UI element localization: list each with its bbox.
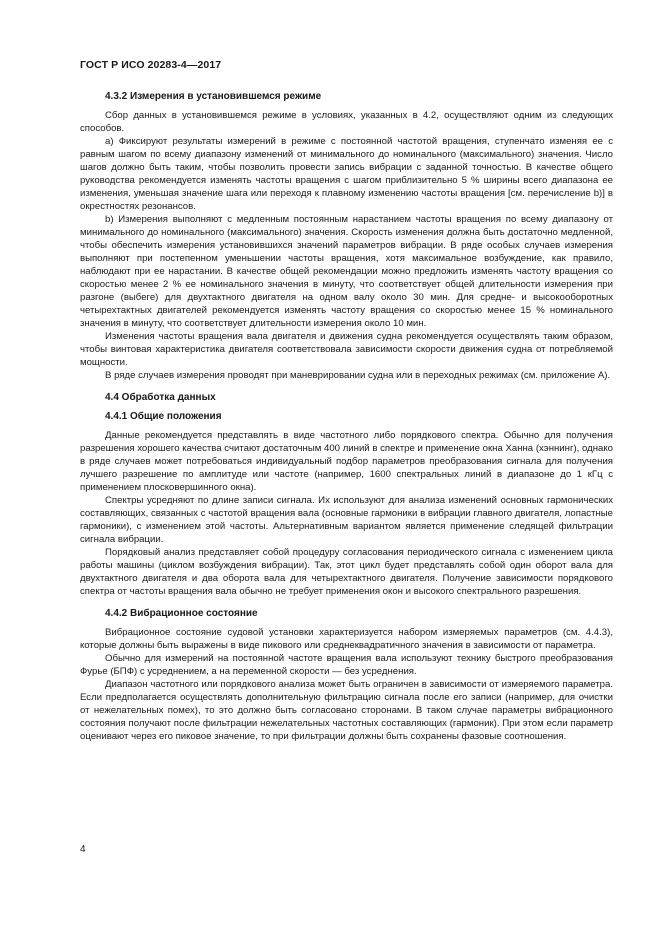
paragraph: Изменения частоты вращения вала двигателя и движения судна рекомендуется осуществлять таким образом, чтобы винтовая характеристика двигателя соответствовала зависимости скорости движения судна от потребляемой мощности. [80,331,613,368]
section-heading-4-4-2: 4.4.2 Вибрационное состояние [105,608,258,619]
paragraph: Обычно для измерений на постоянной частоте вращения вала используют технику быстрого преобразования Фурье (БПФ) с усреднением, а на переменной скорости — без усреднения. [80,653,613,677]
section-heading-4-4-1: 4.4.1 Общие положения [105,411,222,422]
paragraph: Вибрационное состояние судовой установки характеризуется набором измеряемых параметров (см. 4.4.3), которые должны быть выражены в виде пикового или среднеквадратичного значения в зависимости от параметра. [80,627,613,651]
paragraph: b) Измерения выполняют с медленным постоянным нарастанием частоты вращения по всему диапазону от минимального до номинального (максимального) значения. Скорость изменения должна быть достаточно медленной, чтобы обеспечить измерения установившихся значений параметров вибрации. В ряде особых случаев измерения выполняют при постепенном уменьшении частоты вращения, хотя максимальное возбуждение, как правило, наблюдают при ее нарастании. В качестве общей рекомендации можно предложить изменять частоту вращения со скоростью менее 2 % ее номинального значения в минуту, что соответствует общей длительности измерения при разгоне (выбеге) для двухтактного двигателя на одном валу около 30 мин. Для средне- и высокооборотных четырехтактных двигателей рекомендуется изменять частоту вращения со скоростью менее 15 % номинального значения в минуту, что соответствует длительности измерения около 10 мин. [80,214,613,329]
paragraph: В ряде случаев измерения проводят при маневрировании судна или в переходных режимах (см. приложение А). [105,370,611,381]
paragraph: Диапазон частотного или порядкового анализа может быть ограничен в зависимости от измеряемого параметра. Если предполагается осуществлять дополнительную фильтрацию сигнала после его записи (например, для очистки от нежелательных помех), то это должно быть согласовано сторонами. В таком случае параметры вибрационного состояния получают после фильтрации нежелательных частотных составляющих (гармоник). При этом если параметр оценивают через его пиковое значение, то при фильтрации должны быть сохранены фазовые соотношения. [80,679,613,742]
document-header: ГОСТ Р ИСО 20283-4—2017 [80,59,222,71]
section-heading-4-3-2: 4.3.2 Измерения в установившемся режиме [105,91,322,102]
paragraph: Сбор данных в установившемся режиме в условиях, указанных в 4.2, осуществляют одним из следующих способов. [80,110,613,134]
document-body [80,90,613,743]
paragraph: Спектры усредняют по длине записи сигнала. Их используют для анализа изменений основных гармонических составляющих, связанных с частотой вращения вала (основные гармоники в вибрации главного двигателя, лопастные гармоники), с изменением этой частоты. Альтернативным вариантом является применение следящей фильтрации сигнала вибрации. [80,495,613,545]
paragraph: Порядковый анализ представляет собой процедуру согласования периодического сигнала с изменением цикла работы машины (циклом возбуждения вибрации). Так, этот цикл будет представлять собой один оборот вала для двухтактного двигателя и два оборота вала для четырехтактного двигателя. Получение зависимости порядкового спектра от частоты вращения вала обычно не требует применения окон и высокого спектрального разрешения. [80,547,613,597]
section-heading-4-4: 4.4 Обработка данных [105,392,216,403]
page-number: 4 [80,844,86,855]
paragraph: Данные рекомендуется представлять в виде частотного либо порядкового спектра. Обычно для получения разрешения хорошего качества считают достаточным 400 линий в спектре и применение окна Ханна (хэннинг), однако в ряде случаев может потребоваться индивидуальный подбор параметров преобразования сигнала для получения лучшего разрешение по амплитуде или частоте (например, 1600 спектральных линий в диапазоне до 1 кГц с применением плосковершинного окна). [80,430,613,493]
paragraph: a) Фиксируют результаты измерений в режиме с постоянной частотой вращения, ступенчато изменяя ее с равным шагом по всему диапазону изменений от минимального до номинального (максимального) значения. Число шагов должно быть таким, чтобы позволить провести запись вибрации с заданной точностью. В качестве общего руководства рекомендуется изменять частоты вращения с шагом приблизительно 5 % ширины всего диапазона ее изменения, уменьшая значение шага или переходя к плавному изменению частоты вращения [см. перечисление b)] в окрестностях резонансов. [80,136,613,212]
